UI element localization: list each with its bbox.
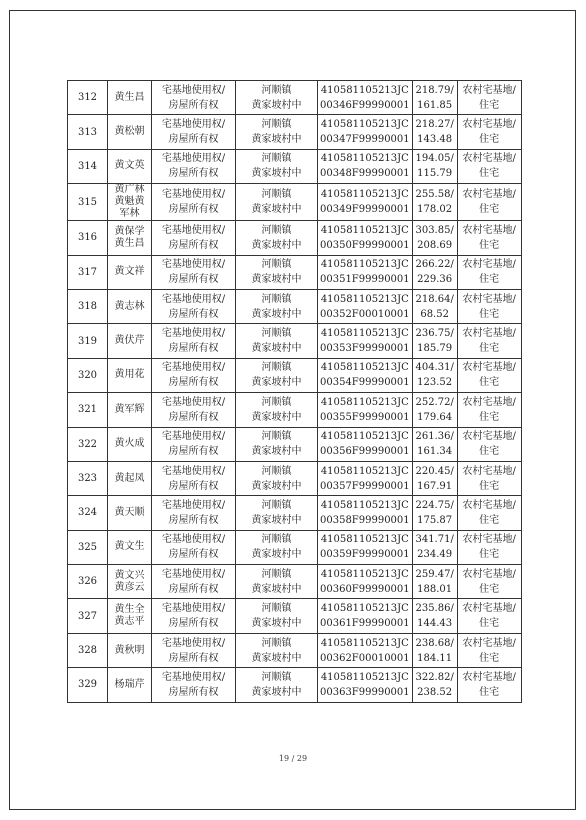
serial-number-cell-text: 315 — [77, 196, 98, 208]
owner-name-cell-text: 黄文祥 — [114, 266, 145, 278]
land-use-cell — [457, 184, 521, 221]
area-cell — [412, 599, 457, 633]
land-use-cell — [457, 358, 521, 392]
right-type-cell-text: 宅基地使用权/ 房屋所有权 — [161, 499, 226, 526]
unit-code-cell — [318, 565, 413, 599]
unit-code-cell — [318, 530, 413, 564]
serial-number-cell — [68, 289, 108, 323]
page-number: 19 / 29 — [278, 754, 308, 763]
table-row — [68, 393, 522, 427]
location-cell — [236, 496, 318, 530]
right-type-cell — [152, 184, 236, 221]
area-cell-text: 303.85/ 208.69 — [415, 224, 454, 251]
land-use-cell — [457, 393, 521, 427]
unit-code-cell-text: 410581105213JC 00355F99990001 — [320, 396, 410, 423]
land-use-cell-text: 农村宅基地/ 住宅 — [462, 362, 516, 389]
owner-name-cell-text: 黄文英 — [114, 160, 145, 172]
owner-name-cell — [108, 530, 152, 564]
owner-name-cell — [108, 81, 152, 115]
right-type-cell-text: 宅基地使用权/ 房屋所有权 — [161, 603, 226, 630]
location-cell-text: 河顺镇 黄家坡村中 — [251, 603, 302, 630]
land-use-cell — [457, 289, 521, 323]
location-cell-text: 河顺镇 黄家坡村中 — [251, 293, 302, 320]
right-type-cell — [152, 530, 236, 564]
land-use-cell — [457, 115, 521, 149]
owner-name-cell — [108, 633, 152, 667]
land-use-cell-text: 农村宅基地/ 住宅 — [462, 431, 516, 458]
land-use-cell-text: 农村宅基地/ 住宅 — [462, 465, 516, 492]
owner-name-cell-text: 黄天顺 — [114, 506, 145, 518]
serial-number-cell — [68, 427, 108, 461]
serial-number-cell — [68, 115, 108, 149]
table-row — [68, 358, 522, 392]
serial-number-cell — [68, 530, 108, 564]
land-use-cell — [457, 633, 521, 667]
right-type-cell — [152, 324, 236, 358]
right-type-cell — [152, 115, 236, 149]
land-use-cell — [457, 565, 521, 599]
land-use-cell — [457, 668, 521, 702]
owner-name-cell — [108, 427, 152, 461]
area-cell-text: 404.31/ 123.52 — [415, 362, 454, 389]
serial-number-cell-text: 327 — [77, 610, 98, 622]
right-type-cell — [152, 81, 236, 115]
location-cell-text: 河顺镇 黄家坡村中 — [251, 119, 302, 146]
right-type-cell — [152, 599, 236, 633]
area-cell-text: 236.75/ 185.79 — [415, 328, 454, 355]
serial-number-cell-text: 321 — [77, 404, 98, 416]
serial-number-cell — [68, 633, 108, 667]
serial-number-cell — [68, 358, 108, 392]
owner-name-cell-text: 黄生全 黄志平 — [114, 604, 145, 628]
land-use-cell-text: 农村宅基地/ 住宅 — [462, 671, 516, 698]
land-use-cell-text: 农村宅基地/ 住宅 — [462, 603, 516, 630]
land-use-cell-text: 农村宅基地/ 住宅 — [462, 119, 516, 146]
right-type-cell — [152, 461, 236, 495]
owner-name-cell-text: 黄保学 黄生昌 — [114, 225, 145, 249]
owner-name-cell — [108, 149, 152, 183]
unit-code-cell — [318, 668, 413, 702]
unit-code-cell-text: 410581105213JC 00361F99990001 — [320, 603, 410, 630]
area-cell — [412, 668, 457, 702]
unit-code-cell-text: 410581105213JC 00358F99990001 — [320, 499, 410, 526]
unit-code-cell-text: 410581105213JC 00354F99990001 — [320, 362, 410, 389]
right-type-cell-text: 宅基地使用权/ 房屋所有权 — [161, 637, 226, 664]
serial-number-cell-text: 329 — [77, 679, 98, 691]
area-cell — [412, 496, 457, 530]
unit-code-cell-text: 410581105213JC 00360F99990001 — [320, 568, 410, 595]
land-use-cell — [457, 324, 521, 358]
serial-number-cell-text: 326 — [77, 576, 98, 588]
area-cell-text: 194.05/ 115.79 — [415, 153, 454, 180]
serial-number-cell-text: 324 — [77, 507, 98, 519]
unit-code-cell — [318, 324, 413, 358]
unit-code-cell — [318, 221, 413, 255]
serial-number-cell-text: 320 — [77, 369, 98, 381]
right-type-cell-text: 宅基地使用权/ 房屋所有权 — [161, 671, 226, 698]
unit-code-cell-text: 410581105213JC 00359F99990001 — [320, 534, 410, 561]
location-cell-text: 河顺镇 黄家坡村中 — [251, 328, 302, 355]
serial-number-cell — [68, 599, 108, 633]
location-cell — [236, 427, 318, 461]
location-cell — [236, 115, 318, 149]
area-cell-text: 266.22/ 229.36 — [415, 259, 454, 286]
area-cell — [412, 461, 457, 495]
location-cell-text: 河顺镇 黄家坡村中 — [251, 568, 302, 595]
unit-code-cell — [318, 255, 413, 289]
unit-code-cell — [318, 81, 413, 115]
table-row — [68, 633, 522, 667]
location-cell-text: 河顺镇 黄家坡村中 — [251, 534, 302, 561]
area-cell — [412, 427, 457, 461]
serial-number-cell-text: 316 — [77, 232, 98, 244]
unit-code-cell-text: 410581105213JC 00353F99990001 — [320, 328, 410, 355]
right-type-cell — [152, 565, 236, 599]
location-cell — [236, 324, 318, 358]
owner-name-cell — [108, 289, 152, 323]
location-cell-text: 河顺镇 黄家坡村中 — [251, 189, 302, 216]
right-type-cell-text: 宅基地使用权/ 房屋所有权 — [161, 465, 226, 492]
land-use-cell-text: 农村宅基地/ 住宅 — [462, 637, 516, 664]
owner-name-cell — [108, 115, 152, 149]
table-row — [68, 255, 522, 289]
serial-number-cell — [68, 565, 108, 599]
table-row — [68, 289, 522, 323]
area-cell-text: 259.47/ 188.01 — [415, 568, 454, 595]
location-cell — [236, 668, 318, 702]
area-cell-text: 341.71/ 234.49 — [415, 534, 454, 561]
location-cell — [236, 565, 318, 599]
land-use-cell-text: 农村宅基地/ 住宅 — [462, 534, 516, 561]
unit-code-cell-text: 410581105213JC 00352F00010001 — [320, 293, 410, 320]
location-cell — [236, 358, 318, 392]
land-use-cell — [457, 427, 521, 461]
area-cell — [412, 149, 457, 183]
serial-number-cell — [68, 393, 108, 427]
serial-number-cell — [68, 184, 108, 221]
land-use-cell — [457, 530, 521, 564]
area-cell — [412, 255, 457, 289]
right-type-cell-text: 宅基地使用权/ 房屋所有权 — [161, 119, 226, 146]
right-type-cell-text: 宅基地使用权/ 房屋所有权 — [161, 568, 226, 595]
unit-code-cell — [318, 599, 413, 633]
area-cell — [412, 565, 457, 599]
owner-name-cell-text: 黄生昌 — [114, 91, 145, 103]
table-row — [68, 115, 522, 149]
owner-name-cell — [108, 461, 152, 495]
unit-code-cell — [318, 633, 413, 667]
area-cell — [412, 115, 457, 149]
unit-code-cell-text: 410581105213JC 00347F99990001 — [320, 119, 410, 146]
right-type-cell — [152, 149, 236, 183]
owner-name-cell — [108, 324, 152, 358]
right-type-cell-text: 宅基地使用权/ 房屋所有权 — [161, 259, 226, 286]
location-cell-text: 河顺镇 黄家坡村中 — [251, 362, 302, 389]
table-row — [68, 530, 522, 564]
unit-code-cell-text: 410581105213JC 00362F00010001 — [320, 637, 410, 664]
area-cell — [412, 289, 457, 323]
serial-number-cell-text: 318 — [77, 301, 98, 313]
serial-number-cell-text: 328 — [77, 645, 98, 657]
location-cell — [236, 530, 318, 564]
table-row — [68, 221, 522, 255]
right-type-cell — [152, 668, 236, 702]
location-cell-text: 河顺镇 黄家坡村中 — [251, 499, 302, 526]
owner-name-cell — [108, 255, 152, 289]
table-row — [68, 427, 522, 461]
land-use-cell — [457, 461, 521, 495]
serial-number-cell-text: 317 — [77, 266, 98, 278]
land-use-cell-text: 农村宅基地/ 住宅 — [462, 328, 516, 355]
unit-code-cell — [318, 115, 413, 149]
location-cell — [236, 184, 318, 221]
unit-code-cell-text: 410581105213JC 00356F99990001 — [320, 431, 410, 458]
location-cell-text: 河顺镇 黄家坡村中 — [251, 465, 302, 492]
owner-name-cell-text: 黄秋明 — [114, 644, 145, 656]
unit-code-cell — [318, 358, 413, 392]
land-use-cell-text: 农村宅基地/ 住宅 — [462, 224, 516, 251]
location-cell — [236, 149, 318, 183]
serial-number-cell-text: 313 — [77, 126, 98, 138]
serial-number-cell — [68, 81, 108, 115]
area-cell-text: 224.75/ 175.87 — [415, 499, 454, 526]
unit-code-cell-text: 410581105213JC 00348F99990001 — [320, 153, 410, 180]
owner-name-cell-text: 黄文生 — [114, 541, 145, 553]
unit-code-cell — [318, 289, 413, 323]
area-cell — [412, 221, 457, 255]
owner-name-cell-text: 黄文兴 黄彦云 — [114, 569, 145, 593]
right-type-cell-text: 宅基地使用权/ 房屋所有权 — [161, 431, 226, 458]
table-row — [68, 149, 522, 183]
location-cell-text: 河顺镇 黄家坡村中 — [251, 153, 302, 180]
right-type-cell — [152, 427, 236, 461]
right-type-cell-text: 宅基地使用权/ 房屋所有权 — [161, 224, 226, 251]
registration-table — [67, 80, 522, 703]
land-use-cell-text: 农村宅基地/ 住宅 — [462, 568, 516, 595]
land-use-cell — [457, 149, 521, 183]
serial-number-cell-text: 319 — [77, 335, 98, 347]
land-use-cell — [457, 255, 521, 289]
owner-name-cell — [108, 184, 152, 221]
location-cell — [236, 393, 318, 427]
registration-table-body — [68, 81, 522, 703]
land-use-cell — [457, 81, 521, 115]
table-row — [68, 565, 522, 599]
land-use-cell-text: 农村宅基地/ 住宅 — [462, 84, 516, 111]
owner-name-cell — [108, 358, 152, 392]
serial-number-cell-text: 312 — [77, 92, 98, 104]
area-cell-text: 252.72/ 179.64 — [415, 396, 454, 423]
unit-code-cell-text: 410581105213JC 00346F99990001 — [320, 84, 410, 111]
area-cell-text: 322.82/ 238.52 — [415, 671, 454, 698]
right-type-cell-text: 宅基地使用权/ 房屋所有权 — [161, 328, 226, 355]
location-cell — [236, 255, 318, 289]
area-cell-text: 220.45/ 167.91 — [415, 465, 454, 492]
right-type-cell — [152, 289, 236, 323]
table-row — [68, 461, 522, 495]
location-cell-text: 河顺镇 黄家坡村中 — [251, 224, 302, 251]
location-cell — [236, 599, 318, 633]
location-cell — [236, 461, 318, 495]
owner-name-cell — [108, 393, 152, 427]
location-cell-text: 河顺镇 黄家坡村中 — [251, 671, 302, 698]
unit-code-cell-text: 410581105213JC 00357F99990001 — [320, 465, 410, 492]
land-use-cell — [457, 496, 521, 530]
table-row — [68, 668, 522, 702]
serial-number-cell — [68, 324, 108, 358]
area-cell — [412, 358, 457, 392]
owner-name-cell-text: 黄火成 — [114, 438, 145, 450]
location-cell — [236, 221, 318, 255]
area-cell-text: 218.79/ 161.85 — [415, 84, 454, 111]
owner-name-cell — [108, 668, 152, 702]
unit-code-cell — [318, 393, 413, 427]
unit-code-cell-text: 410581105213JC 00350F99990001 — [320, 224, 410, 251]
right-type-cell-text: 宅基地使用权/ 房屋所有权 — [161, 189, 226, 216]
unit-code-cell — [318, 149, 413, 183]
right-type-cell — [152, 393, 236, 427]
area-cell-text: 218.27/ 143.48 — [415, 119, 454, 146]
owner-name-cell — [108, 599, 152, 633]
unit-code-cell — [318, 427, 413, 461]
serial-number-cell-text: 314 — [77, 160, 98, 172]
area-cell — [412, 393, 457, 427]
table-row — [68, 184, 522, 221]
location-cell — [236, 81, 318, 115]
right-type-cell-text: 宅基地使用权/ 房屋所有权 — [161, 396, 226, 423]
owner-name-cell-text: 杨瑞芹 — [114, 678, 145, 690]
serial-number-cell-text: 323 — [77, 473, 98, 485]
serial-number-cell — [68, 255, 108, 289]
serial-number-cell-text: 322 — [77, 438, 98, 450]
right-type-cell-text: 宅基地使用权/ 房屋所有权 — [161, 362, 226, 389]
table-row — [68, 81, 522, 115]
area-cell — [412, 324, 457, 358]
land-use-cell — [457, 599, 521, 633]
land-use-cell-text: 农村宅基地/ 住宅 — [462, 499, 516, 526]
location-cell-text: 河顺镇 黄家坡村中 — [251, 431, 302, 458]
table-row — [68, 496, 522, 530]
right-type-cell-text: 宅基地使用权/ 房屋所有权 — [161, 293, 226, 320]
area-cell — [412, 633, 457, 667]
unit-code-cell — [318, 496, 413, 530]
area-cell — [412, 530, 457, 564]
unit-code-cell — [318, 184, 413, 221]
table-row — [68, 599, 522, 633]
serial-number-cell — [68, 496, 108, 530]
serial-number-cell-text: 325 — [77, 541, 98, 553]
right-type-cell — [152, 221, 236, 255]
right-type-cell-text: 宅基地使用权/ 房屋所有权 — [161, 153, 226, 180]
owner-name-cell — [108, 496, 152, 530]
right-type-cell-text: 宅基地使用权/ 房屋所有权 — [161, 84, 226, 111]
area-cell-text: 218.64/ 68.52 — [415, 293, 454, 320]
owner-name-cell-text: 黄松朝 — [114, 126, 145, 138]
area-cell-text: 261.36/ 161.34 — [415, 431, 454, 458]
owner-name-cell-text: 黄广林 黄魁黄 军林 — [114, 184, 145, 220]
serial-number-cell — [68, 461, 108, 495]
owner-name-cell — [108, 221, 152, 255]
area-cell-text: 255.58/ 178.02 — [415, 189, 454, 216]
land-use-cell — [457, 221, 521, 255]
unit-code-cell-text: 410581105213JC 00363F99990001 — [320, 671, 410, 698]
right-type-cell — [152, 255, 236, 289]
location-cell-text: 河顺镇 黄家坡村中 — [251, 259, 302, 286]
land-use-cell-text: 农村宅基地/ 住宅 — [462, 259, 516, 286]
right-type-cell — [152, 496, 236, 530]
unit-code-cell-text: 410581105213JC 00351F99990001 — [320, 259, 410, 286]
serial-number-cell — [68, 149, 108, 183]
owner-name-cell-text: 黄志林 — [114, 300, 145, 312]
unit-code-cell — [318, 461, 413, 495]
owner-name-cell-text: 黄军辉 — [114, 403, 145, 415]
location-cell-text: 河顺镇 黄家坡村中 — [251, 396, 302, 423]
owner-name-cell-text: 黄伏芹 — [114, 335, 145, 347]
land-use-cell-text: 农村宅基地/ 住宅 — [462, 293, 516, 320]
right-type-cell-text: 宅基地使用权/ 房屋所有权 — [161, 534, 226, 561]
location-cell — [236, 289, 318, 323]
location-cell — [236, 633, 318, 667]
serial-number-cell — [68, 221, 108, 255]
serial-number-cell — [68, 668, 108, 702]
area-cell-text: 235.86/ 144.43 — [415, 603, 454, 630]
land-use-cell-text: 农村宅基地/ 住宅 — [462, 189, 516, 216]
land-use-cell-text: 农村宅基地/ 住宅 — [462, 396, 516, 423]
location-cell-text: 河顺镇 黄家坡村中 — [251, 637, 302, 664]
owner-name-cell-text: 黄起凤 — [114, 472, 145, 484]
area-cell — [412, 184, 457, 221]
land-use-cell-text: 农村宅基地/ 住宅 — [462, 153, 516, 180]
area-cell-text: 238.68/ 184.11 — [415, 637, 454, 664]
owner-name-cell — [108, 565, 152, 599]
table-row — [68, 324, 522, 358]
right-type-cell — [152, 633, 236, 667]
owner-name-cell-text: 黄用花 — [114, 369, 145, 381]
location-cell-text: 河顺镇 黄家坡村中 — [251, 84, 302, 111]
right-type-cell — [152, 358, 236, 392]
area-cell — [412, 81, 457, 115]
unit-code-cell-text: 410581105213JC 00349F99990001 — [320, 189, 410, 216]
